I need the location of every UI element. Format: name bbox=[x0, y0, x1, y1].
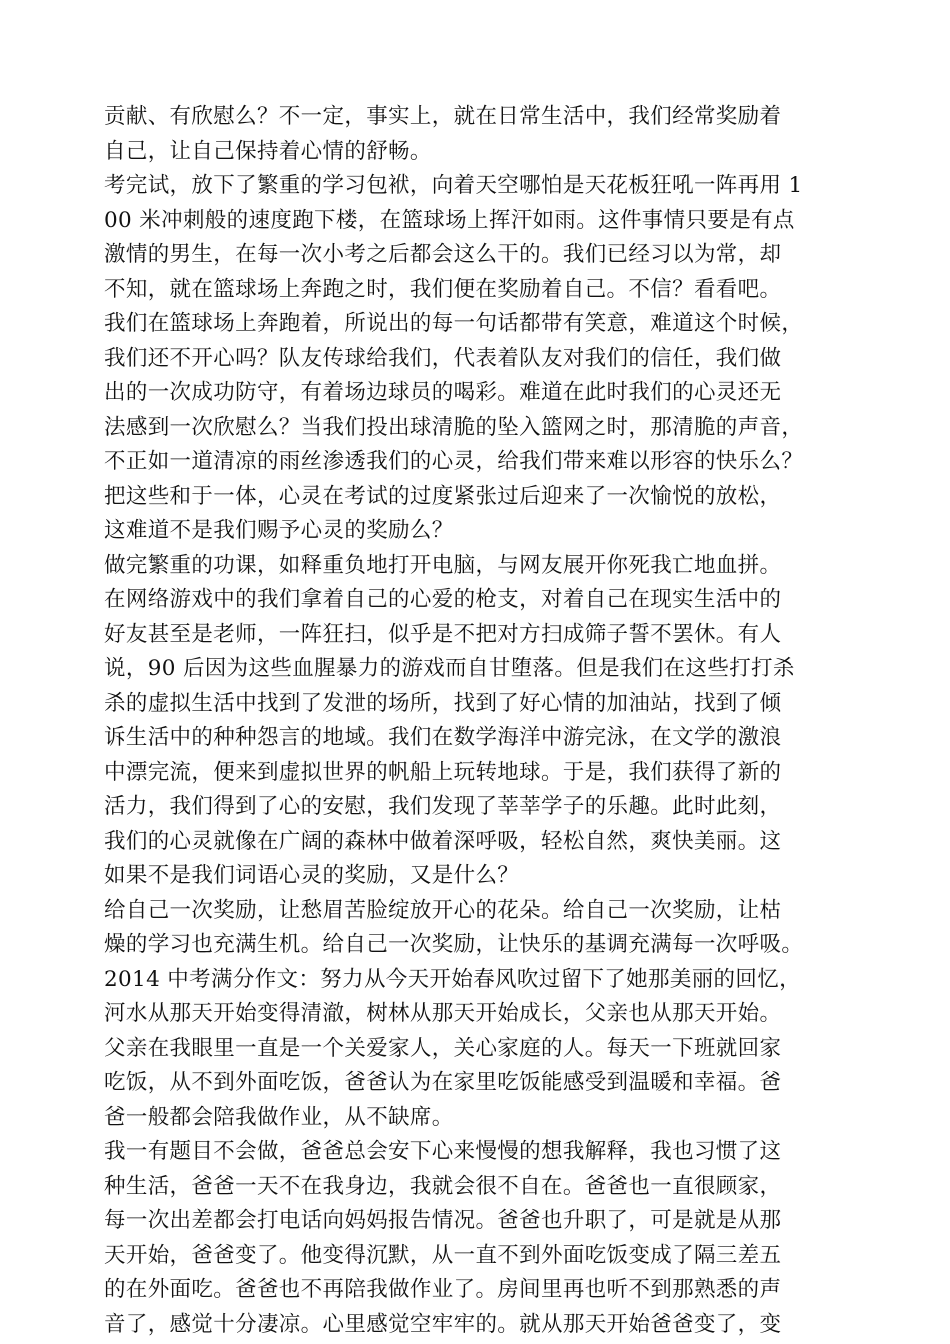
text-line: 出的一次成功防守，有着场边球员的喝彩。难道在此时我们的心灵还无 bbox=[104, 380, 782, 405]
text-line: 00 米冲刺般的速度跑下楼，在篮球场上挥汗如雨。这件事情只要是有点 bbox=[104, 207, 795, 233]
text-line: 天开始，爸爸变了。他变得沉默，从一直不到外面吃饭变成了隔三差五 bbox=[104, 1242, 782, 1268]
text-line: 燥的学习也充满生机。给自己一次奖励，让快乐的基调充满每一次呼吸。 bbox=[104, 932, 804, 957]
text-line: 我们在篮球场上奔跑着，所说出的每一句话都带有笑意，难道这个时候， bbox=[104, 311, 804, 336]
text-line: 做完繁重的功课，如释重负地打开电脑，与网友展开你死我亡地血拼。 bbox=[104, 552, 782, 578]
text-line: 在网络游戏中的我们拿着自己的心爱的枪支，对着自己在现实生活中的 bbox=[104, 587, 782, 612]
text-line: 贡献、有欣慰么？不一定，事实上，就在日常生活中，我们经常奖励着 bbox=[104, 104, 782, 129]
text-line: 父亲在我眼里一直是一个关爱家人，关心家庭的人。每天一下班就回家 bbox=[104, 1035, 782, 1061]
text-line: 不知，就在篮球场上奔跑之时，我们便在奖励着自己。不信？看看吧。 bbox=[104, 276, 782, 302]
text-line: 考完试，放下了繁重的学习包袱，向着天空哪怕是天花板狂吼一阵再用 1 bbox=[104, 173, 803, 198]
text-line: 给自己一次奖励，让愁眉苦脸绽放开心的花朵。给自己一次奖励，让枯 bbox=[104, 897, 782, 923]
text-line: 2014 中考满分作文：努力从今天开始春风吹过留下了她那美丽的回忆， bbox=[104, 966, 801, 992]
text-line: 把这些和于一体，心灵在考试的过度紧张过后迎来了一次愉悦的放松， bbox=[104, 483, 782, 509]
text-line: 爸一般都会陪我做作业，从不缺席。 bbox=[104, 1104, 454, 1130]
text-line: 的在外面吃。爸爸也不再陪我做作业了。房间里再也听不到那熟悉的声 bbox=[104, 1277, 782, 1302]
text-line: 活力，我们得到了心的安慰，我们发现了莘莘学子的乐趣。此时此刻， bbox=[104, 794, 782, 819]
text-line: 不正如一道清凉的雨丝渗透我们的心灵，给我们带来难以形容的快乐么？ bbox=[104, 449, 804, 474]
text-line: 种生活，爸爸一天不在我身边，我就会很不自在。爸爸也一直很顾家， bbox=[104, 1173, 782, 1199]
text-line: 每一次出差都会打电话向妈妈报告情况。爸爸也升职了，可是就是从那 bbox=[104, 1208, 782, 1233]
text-line: 吃饭，从不到外面吃饭，爸爸认为在家里吃饭能感受到温暖和幸福。爸 bbox=[104, 1070, 782, 1095]
text-line: 激情的男生，在每一次小考之后都会这么干的。我们已经习以为常，却 bbox=[104, 242, 782, 267]
text-line: 音了，感觉十分凄凉。心里感觉空牢牢的。就从那天开始爸爸变了，变 bbox=[104, 1311, 782, 1337]
text-line: 说，90 后因为这些血腥暴力的游戏而自甘堕落。但是我们在这些打打杀 bbox=[104, 656, 795, 681]
document-body bbox=[104, 100, 844, 1342]
text-line: 我们的心灵就像在广阔的森林中做着深呼吸，轻松自然，爽快美丽。这 bbox=[104, 828, 782, 854]
text-line: 河水从那天开始变得清澈，树林从那天开始成长，父亲也从那天开始。 bbox=[104, 1001, 782, 1026]
text-line: 我一有题目不会做，爸爸总会安下心来慢慢的想我解释，我也习惯了这 bbox=[104, 1139, 782, 1164]
text-line: 这难道不是我们赐予心灵的奖励么？ bbox=[104, 518, 454, 543]
text-line: 中漂完流，便来到虚拟世界的帆船上玩转地球。于是，我们获得了新的 bbox=[104, 759, 782, 785]
text-line: 好友甚至是老师，一阵狂扫，似乎是不把对方扫成筛子誓不罢休。有人 bbox=[104, 621, 782, 647]
text-line: 杀的虚拟生活中找到了发泄的场所，找到了好心情的加油站，找到了倾 bbox=[104, 690, 782, 716]
text-line: 如果不是我们词语心灵的奖励，又是什么？ bbox=[104, 863, 520, 888]
text-line: 诉生活中的种种怨言的地域。我们在数学海洋中游完泳，在文学的激浪 bbox=[104, 725, 782, 750]
text-line: 法感到一次欣慰么？当我们投出球清脆的坠入篮网之时，那清脆的声音， bbox=[104, 414, 804, 440]
text-line: 我们还不开心吗？队友传球给我们，代表着队友对我们的信任，我们做 bbox=[104, 345, 782, 371]
text-line: 自己，让自己保持着心情的舒畅。 bbox=[104, 138, 432, 164]
